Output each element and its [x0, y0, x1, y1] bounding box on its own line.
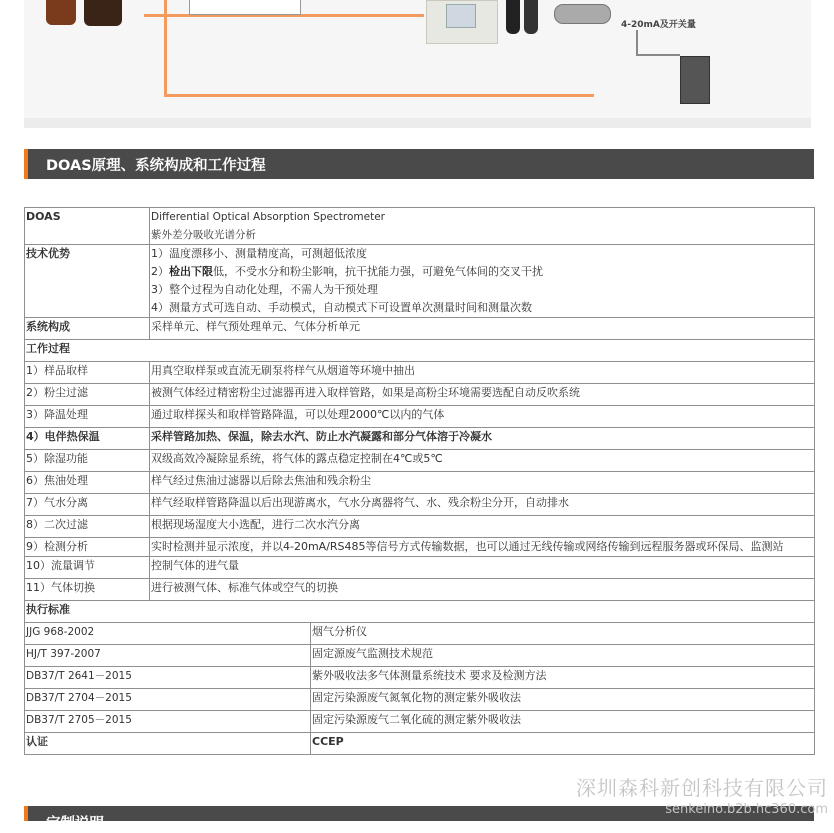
step-desc: 被测气体经过精密粉尘过滤器再进入取样管路，如果是高粉尘环境需要选配自动反吹系统: [150, 384, 815, 406]
standard-code: JJG 968-2002: [25, 623, 311, 645]
step-label: 5）除湿功能: [25, 450, 150, 472]
step-label: 10）流量调节: [25, 557, 150, 579]
step-desc: 根据现场湿度大小选配，进行二次水汽分离: [150, 516, 815, 538]
spec-table: [24, 207, 815, 755]
step-desc: 双级高效冷凝除显系统，将气体的露点稳定控制在4℃或5℃: [150, 450, 815, 472]
standard-name: 固定污染源废气二氧化硫的测定紫外吸收法: [311, 711, 815, 733]
highlight: 检出下限: [169, 265, 213, 278]
table-row: [25, 428, 815, 450]
step-desc: 进行被测气体、标准气体或空气的切换: [150, 579, 815, 601]
advantage-item: 2）检出下限低，不受水分和粉尘影响，抗干扰能力强，可避免气体间的交叉干扰: [151, 265, 543, 278]
table-row: [25, 450, 815, 472]
group-heading: 工作过程: [25, 340, 815, 362]
table-row: [25, 667, 815, 689]
step-desc: 通过取样探头和取样管路降温，可以处理2000℃以内的气体: [150, 406, 815, 428]
row-label: 技术优势: [25, 245, 150, 318]
table-row: [25, 711, 815, 733]
step-label: 11）气体切换: [25, 579, 150, 601]
standard-code: DB37/T 2641－2015: [25, 667, 311, 689]
table-row: [25, 494, 815, 516]
standard-name: 固定源废气监测技术规范: [311, 645, 815, 667]
doas-chinese: 紫外差分吸收光谱分析: [151, 229, 256, 241]
standard-code: DB37/T 2704－2015: [25, 689, 311, 711]
table-row: [25, 623, 815, 645]
system-diagram: [24, 0, 811, 118]
row-value: [150, 245, 815, 318]
step-desc: 实时检测并显示浓度，并以4-20mA/RS485等信号方式传输数据，也可以通过无线传输或网络传输到远程服务器或环保局、监测站: [150, 538, 815, 557]
standard-name: 紫外吸收法多气体测量系统技术 要求及检测方法: [311, 667, 815, 689]
analyzer-screen: [446, 4, 476, 28]
server-rack: [680, 56, 710, 104]
step-label: 4）电伴热保温: [25, 428, 150, 450]
watermark-url: senkeino.b2b.hc360.com: [665, 802, 828, 817]
step-desc: 用真空取样泵或直流无刷泵将样气从烟道等环境中抽出: [150, 362, 815, 384]
row-label: 认证: [25, 733, 311, 755]
advantage-item: 4）测量方式可选自动、手动模式，自动模式下可设置单次测量时间和测量次数: [151, 301, 532, 314]
section-header: [24, 806, 814, 832]
step-label: 9）检测分析: [25, 538, 150, 557]
step-label: 7）气水分离: [25, 494, 150, 516]
table-row: [25, 579, 815, 601]
sample-tank-left: [46, 0, 76, 25]
table-row: [25, 406, 815, 428]
row-label: DOAS: [25, 208, 150, 245]
step-label: 8）二次过滤: [25, 516, 150, 538]
step-label: 1）样品取样: [25, 362, 150, 384]
table-row: [25, 557, 815, 579]
step-label: 2）粉尘过滤: [25, 384, 150, 406]
table-row: [25, 245, 815, 318]
row-value: [150, 208, 815, 245]
table-row: [25, 516, 815, 538]
row-value: CCEP: [311, 733, 815, 755]
table-row: [25, 340, 815, 362]
standard-name: 固定污染源废气氮氧化物的测定紫外吸收法: [311, 689, 815, 711]
table-row: [25, 318, 815, 340]
label-box: [189, 0, 301, 15]
advantage-item: 3）整个过程为自动化处理，不需人为干预处理: [151, 283, 378, 296]
table-row: [25, 472, 815, 494]
table-row: [25, 733, 815, 755]
step-label: 6）焦油处理: [25, 472, 150, 494]
table-row: [25, 208, 815, 245]
group-heading: 执行标准: [25, 601, 815, 623]
table-row: [25, 689, 815, 711]
step-desc: 样气经过焦油过滤器以后除去焦油和残余粉尘: [150, 472, 815, 494]
table-row: [25, 601, 815, 623]
step-label: 3）降温处理: [25, 406, 150, 428]
table-row: [25, 362, 815, 384]
row-value: 采样单元、样气预处理单元、气体分析单元: [150, 318, 815, 340]
gas-cylinder-2: [524, 0, 538, 34]
table-row: [25, 384, 815, 406]
watermark-company: 深圳森科新创科技有限公司: [576, 776, 828, 800]
table-row: [25, 538, 815, 557]
figure-shadow: [24, 118, 811, 128]
step-desc: 样气经取样管路降温以后出现游离水，气水分离器将气、水、残余粉尘分开，自动排水: [150, 494, 815, 516]
sample-tank-right: [84, 0, 122, 26]
signal-label: 4-20mA及开关量: [621, 20, 696, 30]
section-title: 定制说明: [46, 816, 104, 832]
gas-cylinder-1: [506, 0, 520, 34]
row-label: 系统构成: [25, 318, 150, 340]
step-desc: 控制气体的进气量: [150, 557, 815, 579]
standard-name: 烟气分析仪: [311, 623, 815, 645]
doas-english: Differential Optical Absorption Spectrometer: [151, 211, 385, 223]
table-row: [25, 645, 815, 667]
standard-code: HJ/T 397-2007: [25, 645, 311, 667]
step-desc: 采样管路加热、保温，除去水汽、防止水汽凝露和部分气体溶于冷凝水: [150, 428, 815, 450]
section-header: [24, 149, 814, 179]
standard-code: DB37/T 2705－2015: [25, 711, 311, 733]
air-compressor: [554, 4, 611, 24]
section-title: DOAS原理、系统构成和工作过程: [46, 158, 266, 174]
advantage-item: 1）温度漂移小、测量精度高，可测超低浓度: [151, 247, 367, 260]
